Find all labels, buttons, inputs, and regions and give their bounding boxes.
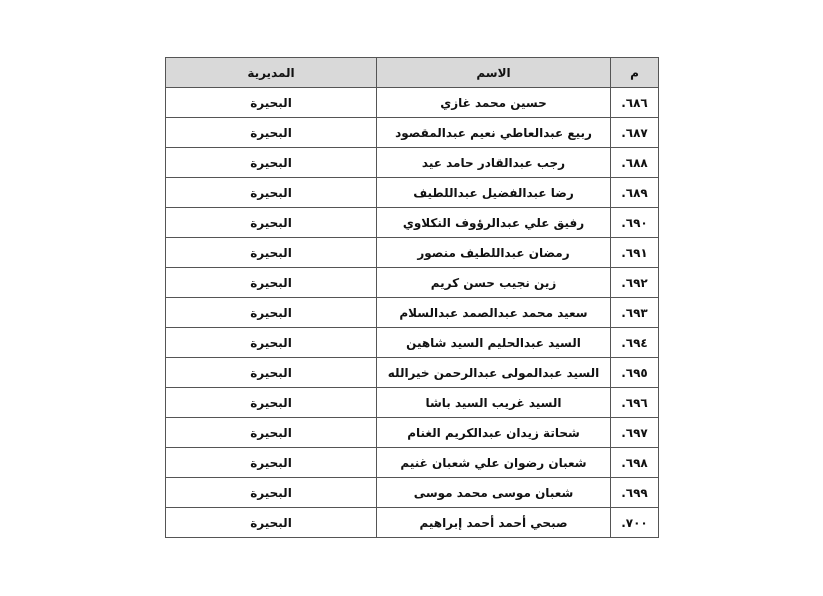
- row-number: ٧٠٠.: [611, 508, 659, 538]
- row-directorate: البحيرة: [166, 448, 377, 478]
- column-header-directorate: المديرية: [166, 58, 377, 88]
- row-number: ٦٩٢.: [611, 268, 659, 298]
- row-directorate: البحيرة: [166, 478, 377, 508]
- row-number: ٦٨٩.: [611, 178, 659, 208]
- table-row: [166, 298, 659, 328]
- table-row: [166, 268, 659, 298]
- row-name: حسين محمد غازي: [377, 88, 611, 118]
- table-row: [166, 478, 659, 508]
- header-row: [166, 58, 659, 88]
- names-table: [165, 57, 659, 538]
- row-name: زين نجيب حسن كريم: [377, 268, 611, 298]
- row-number: ٦٨٦.: [611, 88, 659, 118]
- row-number: ٦٩٤.: [611, 328, 659, 358]
- row-name: رضا عبدالفضيل عبداللطيف: [377, 178, 611, 208]
- table-row: [166, 118, 659, 148]
- table-row: [166, 508, 659, 538]
- row-directorate: البحيرة: [166, 388, 377, 418]
- table-row: [166, 178, 659, 208]
- row-name: ربيع عبدالعاطي نعيم عبدالمقصود: [377, 118, 611, 148]
- row-directorate: البحيرة: [166, 268, 377, 298]
- row-number: ٦٩٨.: [611, 448, 659, 478]
- table-row: [166, 238, 659, 268]
- table-body: [166, 88, 659, 538]
- row-name: رجب عبدالقادر حامد عيد: [377, 148, 611, 178]
- row-number: ٦٨٨.: [611, 148, 659, 178]
- row-name: السيد عبدالمولى عبدالرحمن خيرالله: [377, 358, 611, 388]
- row-name: السيد عبدالحليم السيد شاهين: [377, 328, 611, 358]
- row-directorate: البحيرة: [166, 148, 377, 178]
- row-name: رفيق علي عبدالرؤوف النكلاوي: [377, 208, 611, 238]
- row-directorate: البحيرة: [166, 178, 377, 208]
- row-directorate: البحيرة: [166, 508, 377, 538]
- row-directorate: البحيرة: [166, 298, 377, 328]
- table-row: [166, 88, 659, 118]
- row-number: ٦٩٠.: [611, 208, 659, 238]
- row-number: ٦٩٥.: [611, 358, 659, 388]
- row-name: شعبان موسى محمد موسى: [377, 478, 611, 508]
- row-number: ٦٨٧.: [611, 118, 659, 148]
- table-row: [166, 328, 659, 358]
- row-directorate: البحيرة: [166, 208, 377, 238]
- row-name: رمضان عبداللطيف منصور: [377, 238, 611, 268]
- row-directorate: البحيرة: [166, 118, 377, 148]
- row-directorate: البحيرة: [166, 238, 377, 268]
- row-directorate: البحيرة: [166, 328, 377, 358]
- row-number: ٦٩٧.: [611, 418, 659, 448]
- row-number: ٦٩٣.: [611, 298, 659, 328]
- row-number: ٦٩٦.: [611, 388, 659, 418]
- table-row: [166, 448, 659, 478]
- column-header-name: الاسم: [377, 58, 611, 88]
- row-name: سعيد محمد عبدالصمد عبدالسلام: [377, 298, 611, 328]
- row-directorate: البحيرة: [166, 358, 377, 388]
- table-row: [166, 358, 659, 388]
- row-name: صبحي أحمد أحمد إبراهيم: [377, 508, 611, 538]
- row-number: ٦٩٩.: [611, 478, 659, 508]
- table-row: [166, 208, 659, 238]
- row-directorate: البحيرة: [166, 418, 377, 448]
- table-row: [166, 418, 659, 448]
- row-name: السيد غريب السيد باشا: [377, 388, 611, 418]
- table-row: [166, 148, 659, 178]
- row-directorate: البحيرة: [166, 88, 377, 118]
- table-row: [166, 388, 659, 418]
- column-header-number: م: [611, 58, 659, 88]
- row-number: ٦٩١.: [611, 238, 659, 268]
- row-name: شعبان رضوان علي شعبان غنيم: [377, 448, 611, 478]
- row-name: شحاتة زيدان عبدالكريم الغنام: [377, 418, 611, 448]
